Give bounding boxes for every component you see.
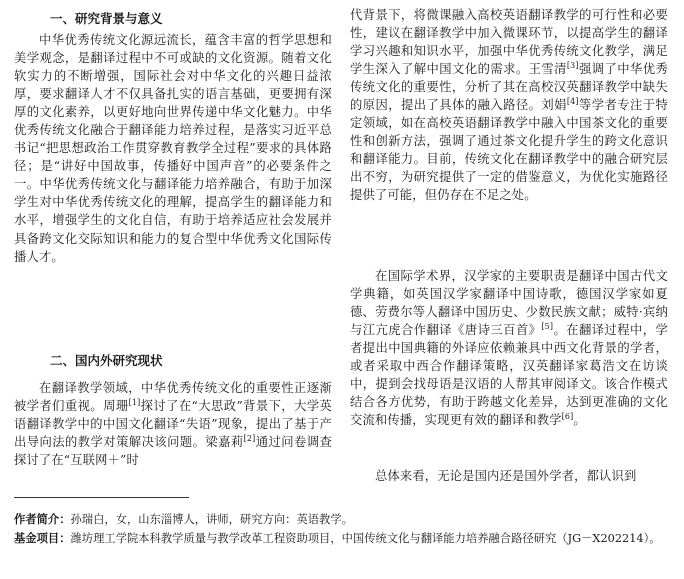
para2-text-b: 探讨了在“大思政”背景下，大学英语翻译教学中的中国文化翻译“失语”现象，提出了基于产出导向法的教学对策解决该问题。梁嘉莉: [14, 399, 332, 450]
para3-text-c: 等学者专注于特定领域，如在高校英语翻译教学中融入中国茶文化的重要性和创新方法，强调了通过茶文化提升学生的跨文化意识和翻译能力。目前，传统文化在翻译教学中的融合研究层出不穷，为研究提供了一定的借鉴意义，为优化实施路径提供了可能，但仍存在不足之处。: [350, 98, 668, 203]
para4-text-b: 。在翻译过程中，学者提出中国典籍的外译应依赖兼具中西文化背景的学者，或者采取中西合作翻译策略，汉英翻译家葛浩文在访谈中，提到会找母语是汉语的人帮其审阅译文。该合作模式结合各方优势，有助于跨越文化差异，达到更准确的文化交流和传播，实现更有效的翻译和教学: [350, 323, 668, 428]
citation-6: [6]: [561, 412, 574, 422]
citation-1: [1]: [128, 397, 141, 407]
citation-3: [3]: [566, 61, 579, 71]
paragraph-international-research: [350, 267, 668, 429]
section-heading-research-status: 二、国内外研究现状: [50, 353, 163, 368]
author-label: 作者简介：: [14, 513, 71, 526]
para4-text-a: 在国际学术界，汉学家的主要职责是翻译中国古代文学典籍，如英国汉学家翻译中国诗歌，德国汉学家如夏德、劳费尔等人翻译中国历史、少数民族文献；威特·宾纳与江亢虎合作翻译《唐诗三百首》: [350, 269, 668, 338]
footnote-divider: [14, 497, 189, 498]
para4-text-c: 。: [573, 413, 586, 428]
author-text: 孙瑞白，女，山东淄博人，讲师，研究方向：英语教学。: [70, 513, 353, 526]
paragraph-summary: 总体来看，无论是国内还是国外学者，都认识到: [375, 469, 637, 483]
paragraph-domestic-research-cont: [350, 6, 668, 205]
para3-text-a: 代背景下，将微课融入高校英语翻译教学的可行性和必要性，建议在翻译教学中加入微课环节，以提高学生的翻译学习兴趣和知识水平，加强中华优秀传统文化教学，满足学生深入了解中国文化的需求。王雪清: [350, 8, 668, 77]
fund-label: 基金项目：: [14, 532, 71, 545]
fund-note: [14, 529, 674, 548]
para2-text-a: 在翻译教学领域，中华优秀传统文化的重要性正逐渐被学者们重视。周珊: [14, 381, 332, 414]
paragraph-domestic-research-start: [14, 379, 332, 469]
author-note: [14, 510, 674, 529]
citation-5: [5]: [541, 322, 554, 332]
section-heading-background: 一、研究背景与意义: [50, 11, 163, 26]
citation-2: [2]: [243, 434, 256, 444]
footnotes: [14, 510, 674, 548]
fund-text: 潍坊理工学院本科教学质量与教学改革工程资助项目，中国传统文化与翻译能力培养融合路径研究（JG－X202214）。: [70, 532, 661, 545]
para3-text-b: 强调了中华优秀传统文化的重要性，分析了其在高校汉英翻译教学中缺失的原因，提出了具体的融入路径。刘娟: [350, 62, 668, 113]
para2-text-c: 通过问卷调查探讨了在“互联网＋”时: [14, 435, 333, 468]
paragraph-background: 中华优秀传统文化源远流长，蕴含丰富的哲学思想和美学观念，是翻译过程中不可或缺的文化资源。随着文化软实力的不断增强，国际社会对中华文化的兴趣日益浓厚，要求翻译人才不仅具备扎实的语言基础，更要拥有深厚的文化素养，以更好地向世界传递中华文化魅力。中华优秀传统文化融合于翻译能力培养过程，是落实习近平总书记“把思想政治工作贯穿教育教学全过程”要求的具体路径；是“讲好中国故事，传播好中国声音”的必要条件之一。中华优秀传统文化与翻译能力培养融合，有助于加深学生对中华优秀传统文化的理解，提高学生的翻译能力和水平，增强学生的文化自信，有助于培养适应社会发展并具备跨文化交际知识和能力的复合型中华优秀文化国际传播人才。: [14, 33, 332, 264]
citation-4: [4]: [566, 97, 579, 107]
